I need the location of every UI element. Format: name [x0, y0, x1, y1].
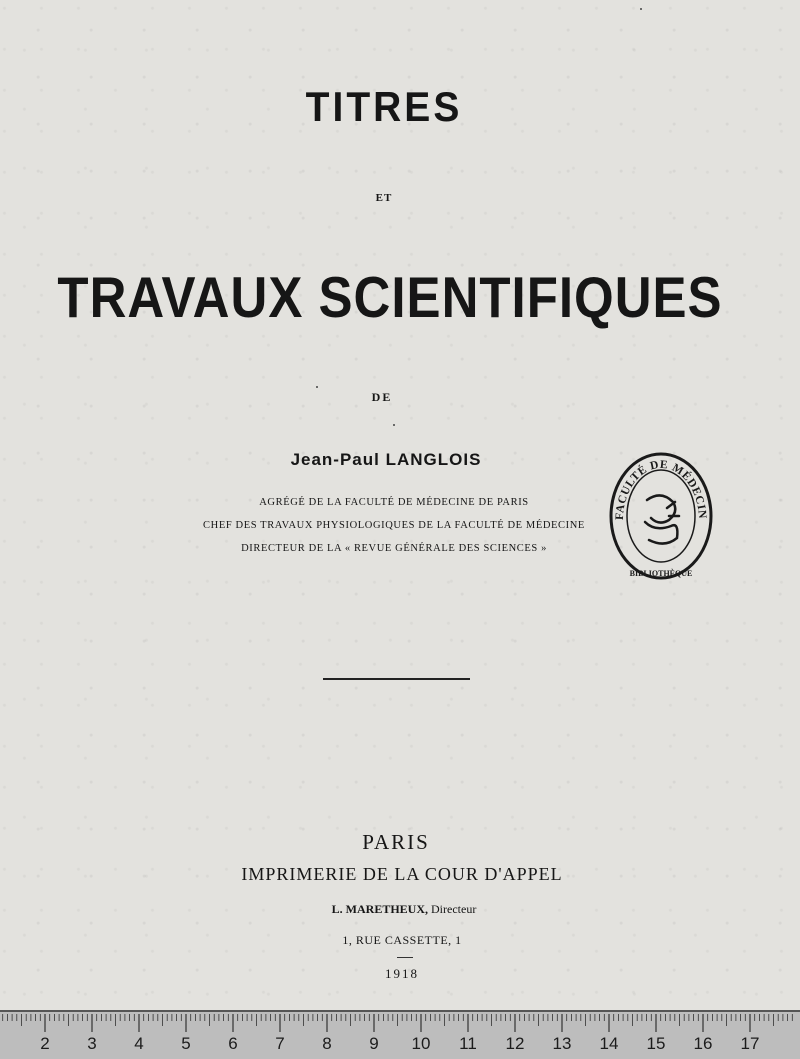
printer-address: 1, RUE CASSETTE, 1	[342, 933, 462, 947]
speck	[316, 386, 318, 388]
credential-line: DIRECTEUR DE LA « REVUE GÉNÉRALE DES SCIENCES »	[241, 543, 547, 554]
title-preposition: DE	[371, 390, 393, 404]
title-heading-titres: TITRES	[305, 84, 463, 131]
ruler-number: 7	[275, 1034, 285, 1053]
ruler-number: 13	[552, 1034, 572, 1053]
speck	[393, 424, 395, 426]
printer-director	[4, 902, 800, 917]
credential-line: CHEF DES TRAVAUX PHYSIOLOGIQUES DE LA FACULTÉ DE MÉDECINE	[203, 520, 585, 531]
publication-year: 1918	[385, 966, 419, 981]
title-heading-travaux: TRAVAUX SCIENTIFIQUES	[57, 265, 723, 330]
printer-name: IMPRIMERIE DE LA COUR D'APPEL	[241, 864, 563, 884]
ruler-number: 11	[459, 1034, 477, 1053]
divider-rule	[323, 678, 470, 680]
ruler-ticks	[0, 1012, 800, 1059]
title-conjunction: ET	[375, 192, 393, 204]
ruler-number: 5	[181, 1034, 191, 1053]
ruler-number: 17	[740, 1034, 760, 1053]
ruler-number: 8	[322, 1034, 332, 1053]
library-stamp	[607, 450, 715, 582]
publication-city: PARIS	[362, 830, 430, 854]
small-divider	[397, 957, 413, 958]
ruler-number: 3	[87, 1034, 97, 1053]
ruler-number: 16	[693, 1034, 713, 1053]
ruler-number: 4	[134, 1034, 144, 1053]
author-name: Jean-Paul LANGLOIS	[290, 450, 482, 469]
ruler-number: 14	[599, 1034, 619, 1053]
speck	[640, 8, 642, 10]
ruler-number: 15	[646, 1034, 666, 1053]
ruler-number: 10	[411, 1034, 431, 1053]
director-title: Directeur	[431, 902, 477, 916]
stamp-bottom-text: BIBLIOTHÈQUE	[629, 569, 693, 578]
ruler-number: 12	[505, 1034, 525, 1053]
credential-line: AGRÉGÉ DE LA FACULTÉ DE MÉDECINE DE PARIS	[259, 497, 529, 508]
ruler-number: 6	[228, 1034, 238, 1053]
ruler-number: 9	[369, 1034, 379, 1053]
svg-text:FACULTÉ DE MÉDECINE DE PARIS	[607, 450, 708, 520]
ruler-number: 2	[40, 1034, 50, 1053]
stamp-arc-text: FACULTÉ DE MÉDECIN	[613, 458, 709, 521]
measuring-ruler	[0, 1010, 800, 1059]
director-name: L. MARETHEUX,	[331, 902, 429, 916]
